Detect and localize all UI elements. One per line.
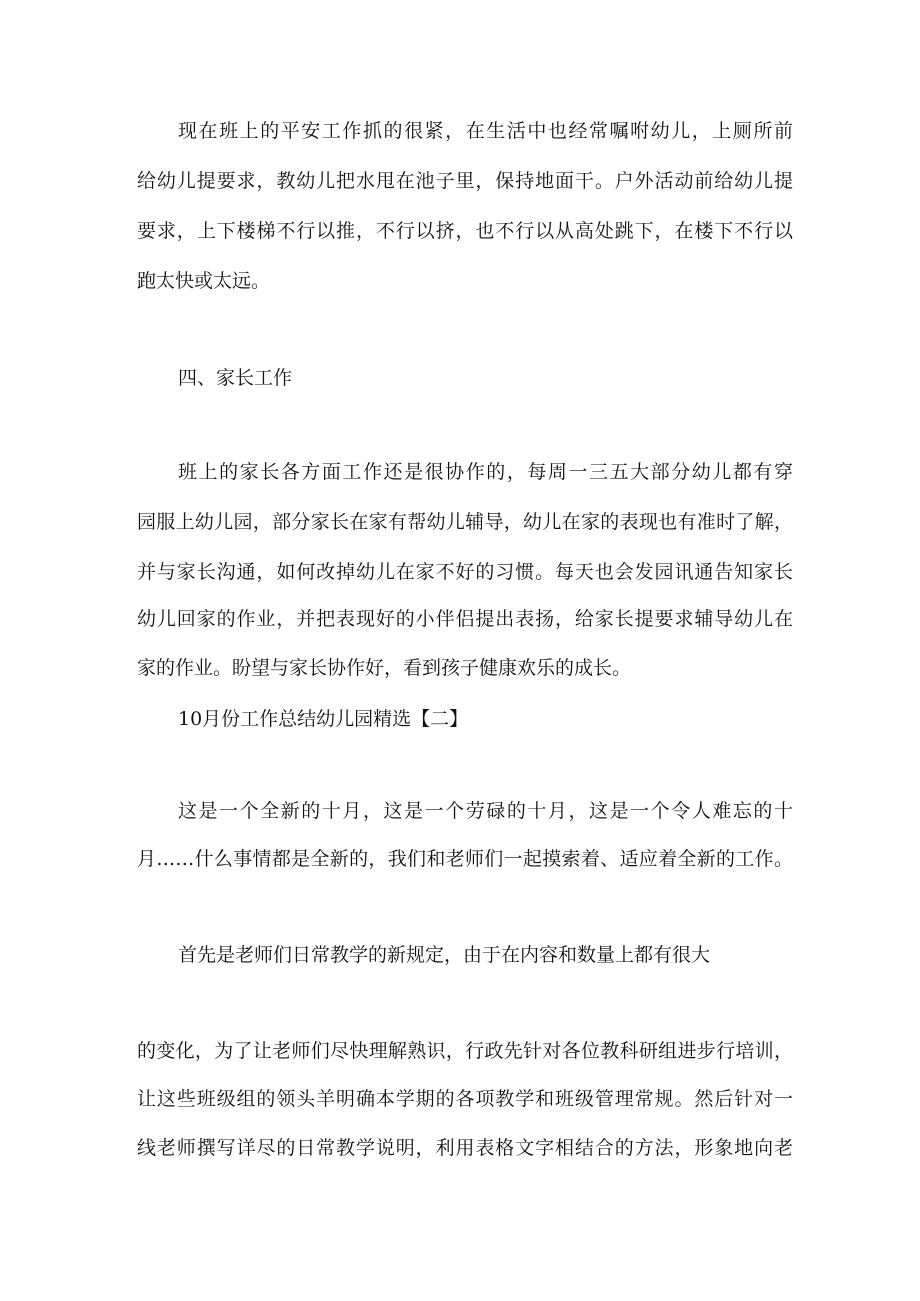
paragraph-teaching-intro: 首先是老师们日常教学的新规定，由于在内容和数量上都有很大 — [178, 944, 711, 966]
paragraph-october-line-2: 月……什么事情都是全新的，我们和老师们一起摸索着、适应着全新的工作。 — [137, 848, 793, 870]
section-heading-parent-work: 四、家长工作 — [178, 367, 293, 389]
paragraph-safety-line-2: 给幼儿提要求，教幼儿把水甩在池子里，保持地面干。户外活动前给幼儿提 — [137, 170, 793, 192]
paragraph-parents-line-2: 园服上幼儿园，部分家长在家有帮幼儿辅导，幼儿在家的表现也有准时了解， — [137, 511, 793, 533]
paragraph-teaching-line-1: 的变化，为了让老师们尽快理解熟识，行政先针对各位教科研组进步行培训， — [137, 1040, 793, 1062]
paragraph-teaching-line-3: 线老师撰写详尽的日常教学说明，利用表格文字相结合的方法，形象地向老 — [137, 1137, 793, 1159]
paragraph-october-line-1: 这是一个全新的十月，这是一个劳碌的十月，这是一个令人难忘的十 — [178, 800, 793, 822]
paragraph-parents-line-4: 幼儿回家的作业，并把表现好的小伴侣提出表扬，给家长提要求辅导幼儿在 — [137, 608, 793, 630]
paragraph-teaching-line-2: 让这些班级组的领头羊明确本学期的各项教学和班级管理常规。然后针对一 — [137, 1088, 793, 1110]
paragraph-safety-line-1: 现在班上的平安工作抓的很紧，在生活中也经常嘱咐幼儿，上厕所前 — [178, 120, 793, 142]
paragraph-safety-line-4: 跑太快或太远。 — [137, 270, 271, 292]
paragraph-parents-line-3: 并与家长沟通，如何改掉幼儿在家不好的习惯。每天也会发园讯通告知家长 — [137, 561, 793, 583]
paragraph-safety-line-3: 要求，上下楼梯不行以推，不行以挤，也不行以从高处跳下，在楼下不行以 — [137, 220, 793, 242]
section-title-october-summary-2: 10月份工作总结幼儿园精选【二】 — [178, 708, 469, 730]
paragraph-parents-line-1: 班上的家长各方面工作还是很协作的，每周一三五大部分幼儿都有穿 — [178, 461, 793, 483]
paragraph-parents-line-5: 家的作业。盼望与家长协作好，看到孩子健康欢乐的成长。 — [137, 657, 632, 679]
